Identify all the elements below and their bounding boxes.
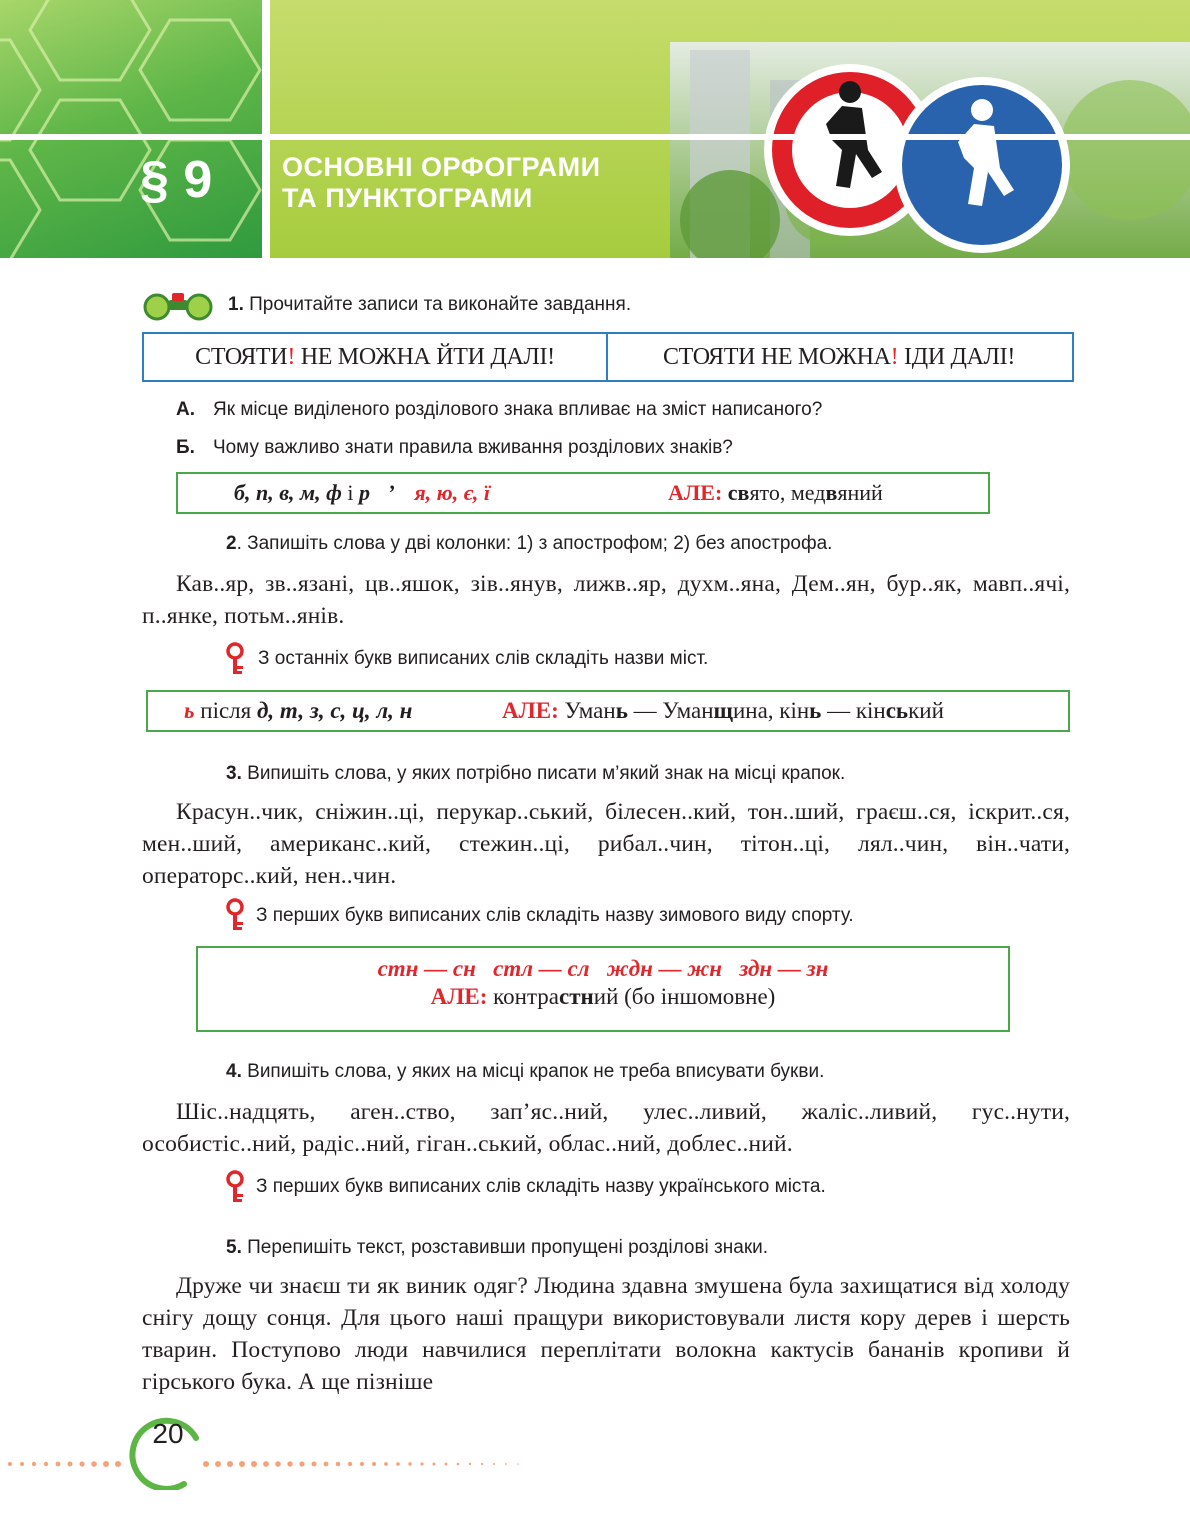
key-icon xyxy=(224,642,246,676)
task4-words: Шіс..надцять, аген..ство, зап’яс..ний, улес..ливий, жаліс..ливий, гус..нути, особистіс..ний, радіс..ний, гіган..ський, облас..ний, доблес..ний. xyxy=(142,1099,1070,1157)
hexagon-pattern-decoration xyxy=(0,0,262,258)
task3-hint: З перших букв виписаних слів складіть назву зимового виду спорту. xyxy=(256,905,854,926)
section-title-line2: ТА ПУНКТОГРАМИ xyxy=(282,183,533,213)
rule-consonant-clusters-box xyxy=(196,946,1010,1032)
task3-instruction: 3. Випишіть слова, у яких потрібно писати м’який знак на місці крапок. xyxy=(226,763,846,784)
task2-instruction: 2. Запишіть слова у дві колонки: 1) з апострофом; 2) без апострофа. xyxy=(226,533,833,554)
rule-consonant-clusters-exception: АЛЕ: контрастний (бо іншомовне) xyxy=(430,984,776,1009)
task1-question-b: Б. Чому важливо знати правила вживання розділових знаків? xyxy=(176,437,733,458)
key-icon xyxy=(224,898,246,932)
page-number: 20 xyxy=(152,1418,184,1449)
rule-soft-sign-text: ь після д, т, з, с, ц, л, н xyxy=(184,698,413,723)
rule-apostrophe-exception: АЛЕ: свято, медвяний xyxy=(668,480,883,505)
rule-soft-sign-box xyxy=(146,690,1070,732)
binoculars-icon xyxy=(142,288,214,322)
rule-apostrophe-text: б, п, в, м, ф і р ’ я, ю, є, ї xyxy=(234,480,490,505)
task1-question-a: А. Як місце виділеного розділового знака впливає на зміст написаного? xyxy=(176,399,823,420)
section-number: § 9 xyxy=(140,151,213,209)
page-number-decoration xyxy=(0,1400,620,1490)
header-divider-vertical xyxy=(262,0,270,258)
task5-instruction: 5. Перепишіть текст, розставивши пропущені розділові знаки. xyxy=(226,1237,769,1258)
road-signs-illustration xyxy=(270,0,1190,258)
task4-instruction: 4. Випишіть слова, у яких на місці крапок не треба вписувати букви. xyxy=(226,1061,825,1082)
task2-words: Кав..яр, зв..язані, цв..яшок, зів..янув, лижв..яр, духм..яна, Дем..ян, бур..як, мавп..ячі, п..янке, потьм..янів. xyxy=(142,571,1070,629)
task1-instruction: 1. Прочитайте записи та виконайте завдання. xyxy=(228,294,632,315)
header-divider-horizontal xyxy=(0,134,1190,140)
task4-hint: З перших букв виписаних слів складіть назву українського міста. xyxy=(256,1176,826,1197)
task1-example-left: СТОЯТИ! НЕ МОЖНА ЙТИ ДАЛІ! xyxy=(144,334,608,380)
key-icon xyxy=(224,1170,246,1204)
task2-hint: З останніх букв виписаних слів складіть назви міст. xyxy=(258,648,709,669)
header-lime-panel xyxy=(270,0,1190,258)
rule-apostrophe-box xyxy=(176,472,990,514)
rule-soft-sign-exception: АЛЕ: Умань — Уманщина, кінь — кінський xyxy=(502,698,944,723)
header-green-panel xyxy=(0,0,262,258)
section-title-line1: ОСНОВНІ ОРФОГРАМИ xyxy=(282,152,601,182)
rule-consonant-clusters-line: стн — сн стл — сл ждн — жн здн — зн xyxy=(377,956,829,981)
task5-text: Друже чи знаєш ти як виник одяг? Людина здавна змушена була захищатися від холоду снігу дощу сонця. Для цього наші пращури використовували листя кору дерев і шерсть тварин. Поступово люди навчилися переплітати волокна кактусів бананів кропиви й гірського бука. А ще пізніше xyxy=(142,1273,1070,1395)
section-title xyxy=(282,152,601,214)
task1-example-box xyxy=(142,332,1074,382)
task1-example-right: СТОЯТИ НЕ МОЖНА! ІДИ ДАЛІ! xyxy=(662,344,1016,370)
task3-words: Красун..чик, сніжин..ці, перукар..ський, білесен..кий, тон..ший, граєш..ся, іскрит..ся, мен..ший, американс..кий, стежин..ці, рибал..чин, тітон..ці, лял..чин, він..чати, операторс..кий, нен..чин. xyxy=(142,799,1070,889)
